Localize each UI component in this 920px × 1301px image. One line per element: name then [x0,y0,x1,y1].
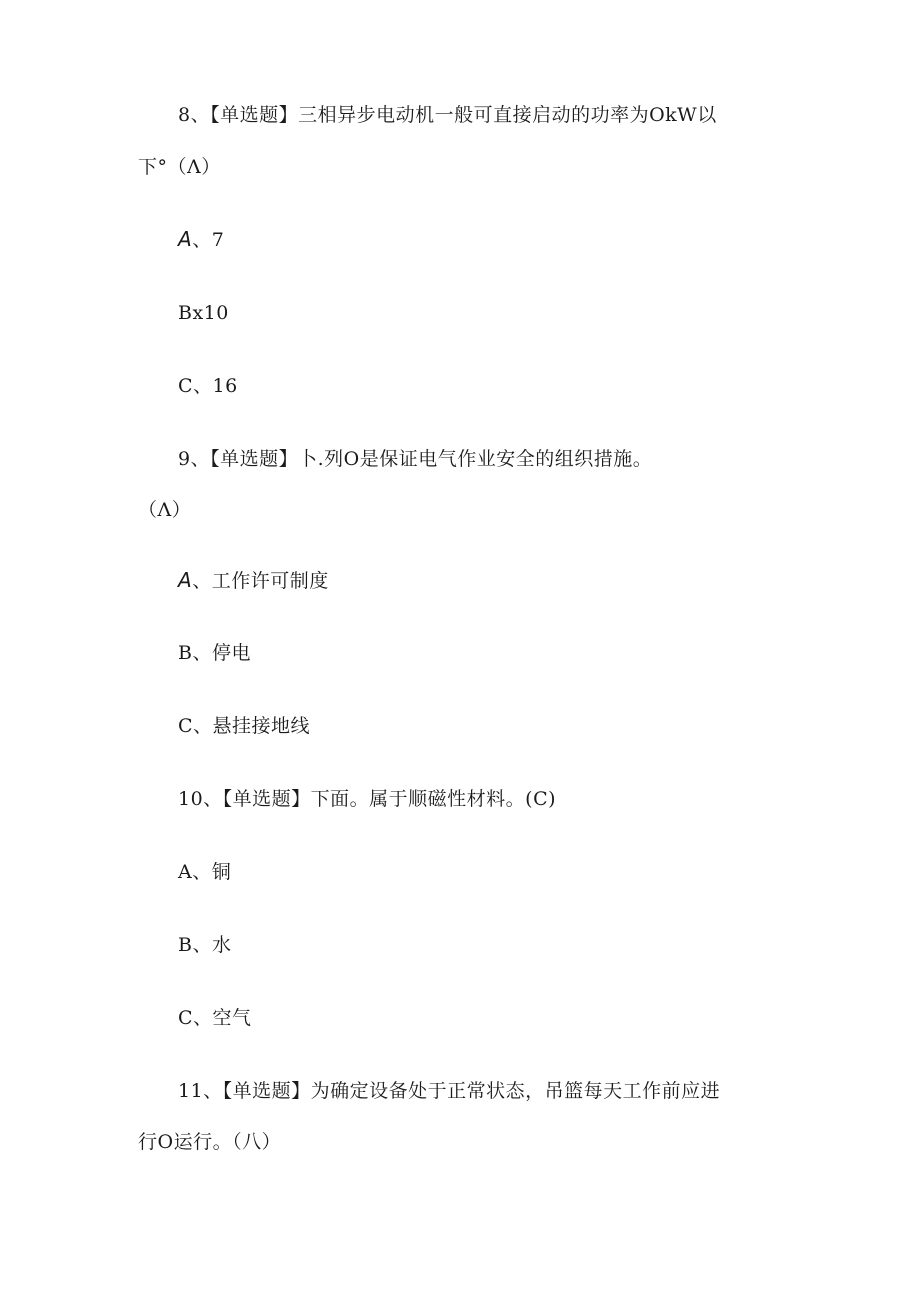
question-8-stem-line2: 下°（Λ） [138,156,221,178]
question-9-stem-line2: （Λ） [138,499,192,521]
option-letter: A [178,227,193,251]
question-10-option-a: A、铜 [178,861,232,883]
question-8-stem-line1: 8、【单选题】三相异步电动机一般可直接启动的功率为OkW以 [178,104,717,126]
question-9-option-a [178,567,329,594]
question-9-stem-line1: 9、【单选题】卜.列O是保证电气作业安全的组织措施。 [178,448,653,470]
option-text: 、工作许可制度 [192,570,329,592]
question-11-stem-line1: 11、【单选题】为确定设备处于正常状态，吊篮每天工作前应进 [178,1080,721,1102]
question-10-option-b: B、水 [178,934,232,956]
question-8-option-b: Bx10 [178,302,229,324]
question-10-stem: 10、【单选题】下面。属于顺磁性材料。(C) [178,788,557,810]
question-8-option-c: C、16 [178,375,238,397]
option-letter: A [178,568,193,592]
question-9-option-c: C、悬挂接地线 [178,715,311,737]
question-9-option-b: B、停电 [178,642,251,664]
question-10-option-c: C、空气 [178,1007,252,1029]
question-8-option-a [178,226,224,253]
question-11-stem-line2: 行O运行。（八） [138,1131,282,1153]
option-text: 、7 [192,229,225,251]
